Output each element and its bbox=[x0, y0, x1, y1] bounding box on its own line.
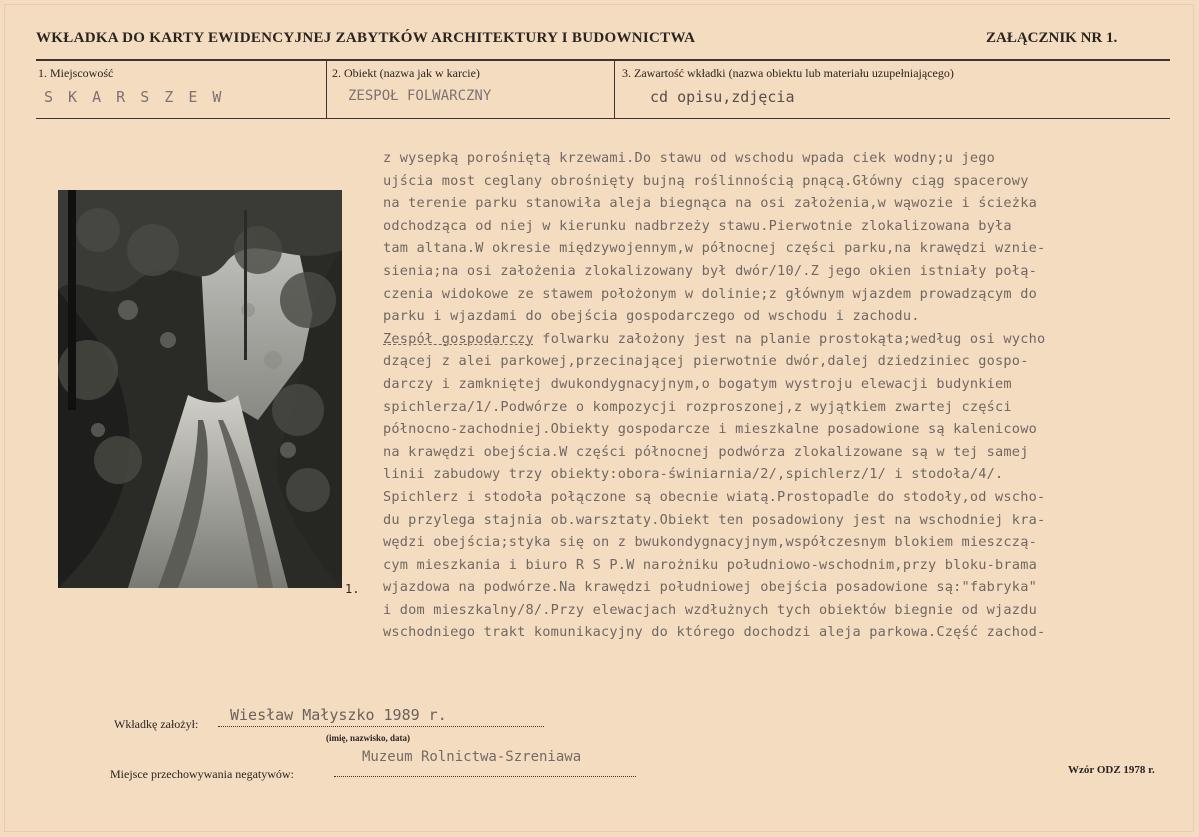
contents-value: cd opisu,zdjęcia bbox=[650, 88, 795, 106]
underlined-heading: Zespół gospodarczy bbox=[383, 330, 534, 347]
text-line: dzącej z alei parkowej,przecinającej pierwotnie dwór,dalej dziedziniec gospo- bbox=[383, 353, 1029, 370]
text-line: północno-zachodniej.Obiekty gospodarcze i mieszkalne posadowione są kalenicowo bbox=[383, 421, 1037, 438]
text-line: tam altana.W okresie międzywojennym,w północnej części parku,na krawędzi wznie- bbox=[383, 240, 1046, 257]
header-divider bbox=[36, 59, 1170, 61]
text-line: du przylega stajnia ob.warsztaty.Obiekt ten posadowiony jest na wschodniej kra- bbox=[383, 511, 1046, 528]
text-line: darczy i zamkniętej dwukondygnacyjnym,o bogatym wystroju elewacji budynkiem bbox=[383, 375, 1012, 392]
description-text bbox=[383, 147, 1175, 644]
text-line: z wysepką porośniętą krzewami.Do stawu od wschodu wpada ciek wodny;u jego bbox=[383, 150, 996, 166]
author-hint: (imię, nazwisko, data) bbox=[326, 733, 410, 743]
text-line: czenia widokowe ze stawem położonym w dolinie;z głównym wjazdem prowadzącym do bbox=[383, 285, 1037, 302]
author-line bbox=[218, 726, 544, 727]
text-line: wędzi obejścia;styka się on z bwukondygnacyjnym,współczesnym blokiem mieszczą- bbox=[383, 534, 1037, 551]
photo-image bbox=[58, 190, 342, 588]
text-line: i dom mieszkalny/8/.Przy elewacjach wzdłużnych tych obiektów biegnie od wjazdu bbox=[383, 601, 1037, 618]
form-code: Wzór ODZ 1978 r. bbox=[1068, 764, 1155, 776]
text-line: odchodząca od niej w kierunku nadbrzeży stawu.Pierwotnie zlokalizowana była bbox=[383, 217, 1012, 234]
text-line: wjazdowa na podwórze.Na krawędzi południowej obejścia posadowione są:"fabryka" bbox=[383, 579, 1037, 596]
author-label: Wkładkę założył: bbox=[114, 717, 199, 731]
annex-number: ZAŁĄCZNIK NR 1. bbox=[986, 30, 1118, 46]
storage-label: Miejsce przechowywania negatywów: bbox=[110, 767, 294, 781]
locality-value: S K A R S Z E W bbox=[44, 88, 225, 106]
locality-label: 1. Miejscowość bbox=[38, 66, 114, 80]
contents-label: 3. Zawartość wkładki (nazwa obiektu lub materiału uzupełniającego) bbox=[622, 66, 954, 80]
text-line: cym mieszkania i biuro R S P.W narożniku południowo-wschodnim,przy bloku-brama bbox=[383, 556, 1037, 573]
field-divider-1 bbox=[326, 61, 327, 119]
text-line: ujścia most ceglany obrośnięty bujną roślinnością pnącą.Główny ciąg spacerowy bbox=[383, 172, 1029, 189]
storage-value: Muzeum Rolnictwa-Szreniawa bbox=[362, 749, 582, 765]
field-bottom-rule bbox=[36, 118, 1170, 119]
storage-line bbox=[334, 776, 636, 777]
text-line: Zespół gospodarczy folwarku założony jest na planie prostokąta;według osi wycho bbox=[383, 330, 1046, 347]
field-divider-2 bbox=[614, 61, 615, 119]
text-line: na terenie parku stanowiła aleja biegnąca na osi założenia,w wąwozie i ścieżka bbox=[383, 195, 1037, 212]
text-line: wschodniego trakt komunikacyjny do którego dochodzi aleja parkowa.Część zachod- bbox=[383, 624, 1046, 641]
author-value: Wiesław Małyszko 1989 r. bbox=[230, 706, 447, 724]
park-path-photo bbox=[58, 190, 342, 588]
text-line: spichlerza/1/.Podwórze o kompozycji rozproszonej,z wyjątkiem zwartej części bbox=[383, 398, 1012, 415]
object-label: 2. Obiekt (nazwa jak w karcie) bbox=[332, 66, 480, 80]
text-line: parku i wjazdami do obejścia gospodarczego od wschodu i zachodu. bbox=[383, 308, 920, 325]
form-title: WKŁADKA DO KARTY EWIDENCYJNEJ ZABYTKÓW ARCHITEKTURY I BUDOWNICTWA bbox=[36, 30, 696, 46]
text-line: na krawędzi obejścia.W części północnej podwórza zlokalizowane są w tej samej bbox=[383, 443, 1029, 460]
object-value: ZESPOŁ FOLWARCZNY bbox=[348, 88, 492, 104]
text-line: Spichlerz i stodoła połączone są obecnie wiatą.Prostopadle do stodoły,od wscho- bbox=[383, 488, 1046, 505]
text-line: linii zabudowy trzy obiekty:obora-świniarnia/2/,spichlerz/1/ i stodoła/4/. bbox=[383, 466, 1004, 483]
text-line: sienia;na osi założenia zlokalizowany był dwór/10/.Z jego okien istniały połą- bbox=[383, 262, 1037, 279]
photo-number: 1. bbox=[345, 582, 360, 596]
